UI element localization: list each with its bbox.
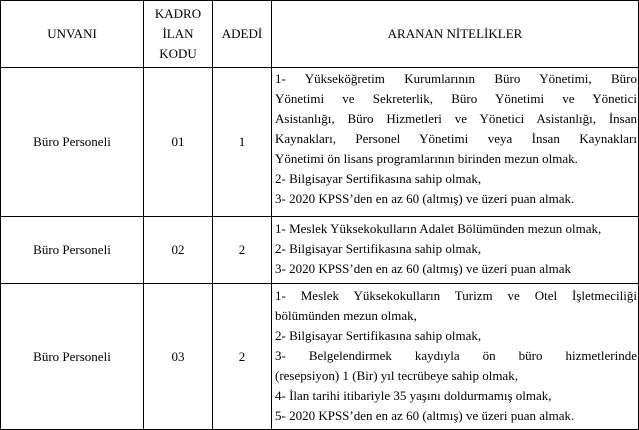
requirement-line: 3- 2020 KPSS’den en az 60 (altmış) ve üzeri puan almak xyxy=(275,261,572,276)
header-kadro-line: KADRO xyxy=(154,6,202,21)
row-requirements xyxy=(275,219,637,279)
row-requirements xyxy=(275,69,637,209)
requirement-line: 1- Meslek Yüksekokulların Adalet Bölümünden mezun olmak, xyxy=(275,221,602,236)
requirement-line: 3- 2020 KPSS’den en az 60 (altmış) ve üzeri puan almak. xyxy=(275,191,575,206)
requirement-line: 2- Bilgisayar Sertifikasına sahip olmak, xyxy=(275,171,482,186)
requirement-line: Yönetimi ve Sekreterlik, Büro Yönetimi ve Yönetici xyxy=(275,91,637,106)
row-unvani: Büro Personeli xyxy=(33,242,111,257)
requirement-line: bölümünden mezun olmak, xyxy=(275,308,417,323)
requirement-line: 2- Bilgisayar Sertifikasına sahip olmak, xyxy=(275,241,482,256)
row-kod: 02 xyxy=(171,242,185,257)
header-kadro-line: İLAN xyxy=(162,26,194,41)
requirement-line: Yönetimi ön lisans programlarının birinden mezun olmak. xyxy=(275,151,578,166)
header-kadro-line: KODU xyxy=(159,46,197,61)
row-adet: 2 xyxy=(238,348,246,364)
requirement-line: 1- Yükseköğretim Kurumlarının Büro Yönetimi, Büro xyxy=(275,71,637,86)
row-adet: 1 xyxy=(238,134,246,149)
requirement-line: 1- Meslek Yüksekokulların Turizm ve Otel İşletmeciliği xyxy=(275,288,637,303)
header-kadro-kodu xyxy=(144,1,212,67)
header-unvani: UNVANI xyxy=(47,26,97,41)
header-nitelikler: ARANAN NİTELİKLER xyxy=(387,26,523,41)
row-unvani: Büro Personeli xyxy=(33,134,111,149)
requirement-line: 2- Bilgisayar Sertifikasına sahip olmak, xyxy=(275,328,482,343)
row-requirements xyxy=(275,286,637,426)
row-unvani: Büro Personeli xyxy=(33,348,111,364)
requirement-line: 3- Belgelendirmek kaydıyla ön büro hizmetlerinde xyxy=(275,348,637,363)
row-kod: 03 xyxy=(171,348,185,364)
requirement-line: (resepsiyon) 1 (Bir) yıl tecrübeye sahip olmak, xyxy=(275,368,518,383)
requirement-line: Kaynakları, Personel Yönetimi veya İnsan Kaynakları xyxy=(275,131,637,146)
header-adedi: ADEDİ xyxy=(221,26,263,41)
requirement-line: 4- İlan tarihi itibariyle 35 yaşını doldurmamış olmak, xyxy=(275,388,552,403)
row-adet: 2 xyxy=(238,242,246,257)
requirement-line: Asistanlığı, Büro Hizmetleri ve Yönetici Asistanlığı, İnsan xyxy=(275,111,637,126)
requirement-line: 5- 2020 KPSS’den en az 60 (altmış) ve üzeri puan almak. xyxy=(275,408,575,423)
row-kod: 01 xyxy=(171,134,185,149)
